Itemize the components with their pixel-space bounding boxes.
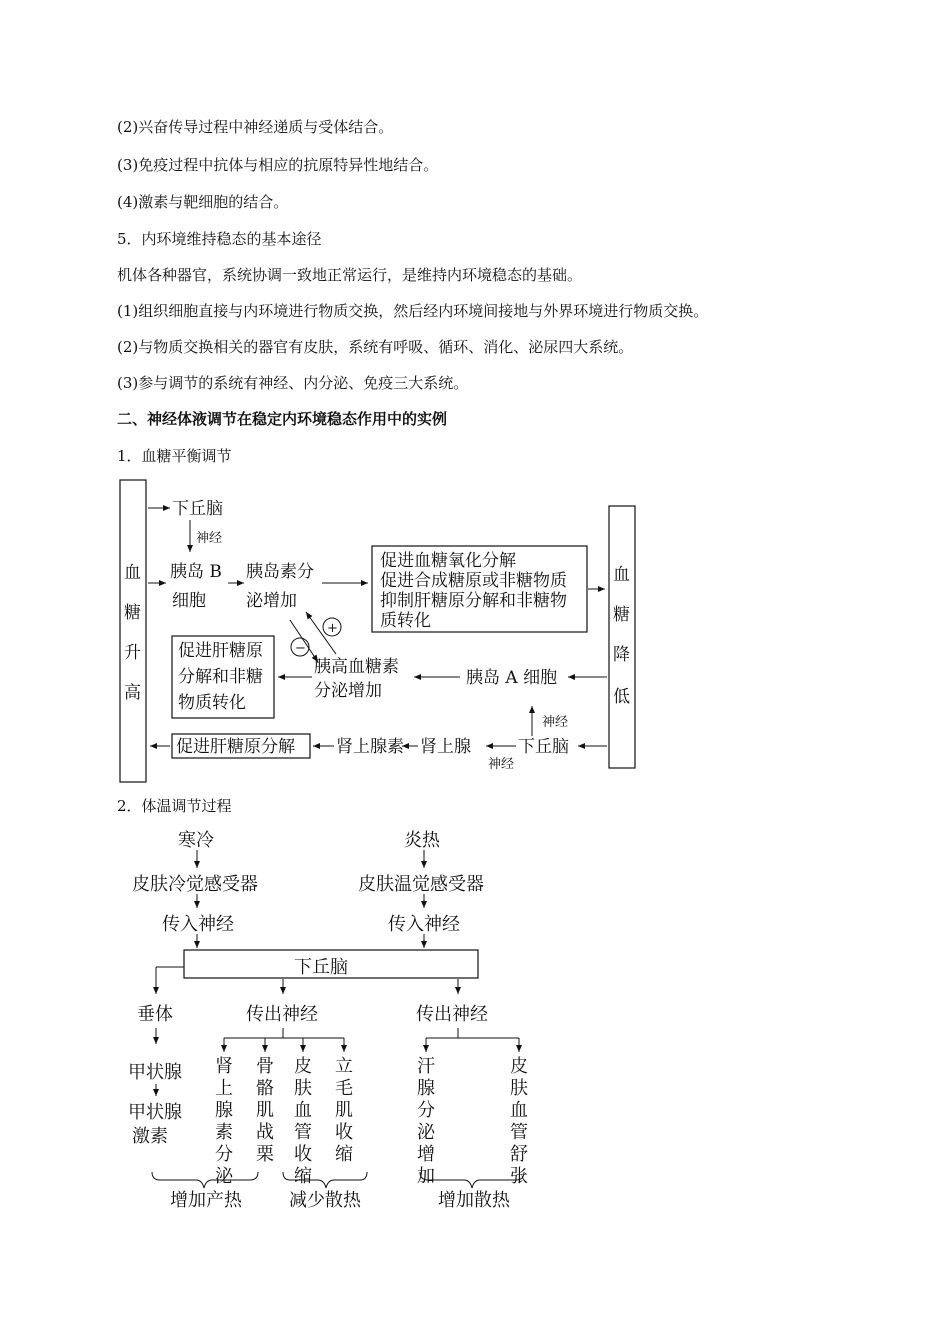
glucose-high-char: 糖 — [124, 603, 141, 623]
col-vasodil-char: 张 — [510, 1166, 528, 1187]
islet-b-label: 细胞 — [172, 591, 206, 611]
paragraph: (1)组织细胞直接与内环境进行物质交换，然后经内环境间接地与外界环境进行物质交换。 — [117, 302, 709, 320]
col-adrenaline-char: 腺 — [215, 1100, 233, 1121]
insulin-label: 胰岛素分 — [246, 562, 314, 582]
plus-sign: + — [327, 621, 338, 636]
thyroid-hormone-label: 甲状腺 — [128, 1102, 182, 1123]
col-pilo-char: 肌 — [335, 1100, 353, 1121]
effects-line: 促进合成糖原或非糖物质 — [380, 571, 567, 591]
col-shiver-char: 栗 — [256, 1144, 274, 1165]
glucose-regulation-diagram — [0, 470, 950, 790]
thyroid-label: 甲状腺 — [128, 1062, 182, 1083]
liver-effect-line: 分解和非糖 — [178, 667, 263, 687]
col-shiver-char: 肌 — [256, 1100, 274, 1121]
afferent-left-label: 传入神经 — [162, 914, 234, 935]
paragraph: (3)参与调节的系统有神经、内分泌、免疫三大系统。 — [117, 374, 469, 392]
col-adrenaline-char: 泌 — [215, 1166, 233, 1187]
col-vasodil-char: 皮 — [510, 1056, 528, 1077]
section-heading: 二、神经体液调节在稳定内环境稳态作用中的实例 — [117, 410, 448, 428]
col-vasodil-char: 肤 — [510, 1078, 528, 1099]
col-shiver-char: 战 — [256, 1122, 274, 1143]
less-loss-label: 减少散热 — [289, 1190, 361, 1211]
glucose-high-char: 升 — [124, 643, 141, 663]
col-sweat-char: 增 — [417, 1144, 435, 1165]
col-pilo-char: 立 — [335, 1056, 353, 1077]
col-shiver-char: 骨 — [256, 1056, 274, 1077]
col-adrenaline-char: 上 — [215, 1078, 233, 1099]
effects-line: 质转化 — [380, 611, 431, 631]
nerve-label: 神经 — [488, 757, 515, 772]
col-pilo-char: 收 — [335, 1122, 353, 1143]
hypothalamus-top: 下丘脑 — [172, 499, 223, 519]
warm-receptor-label: 皮肤温觉感受器 — [358, 874, 484, 895]
col-shiver-char: 骼 — [256, 1078, 274, 1099]
col-sweat-char: 分 — [417, 1100, 435, 1121]
paragraph: 5．内环境维持稳态的基本途径 — [117, 230, 322, 248]
glucose-low-char: 降 — [613, 645, 630, 665]
col-vasocon-char: 缩 — [294, 1166, 312, 1187]
glucagon-label: 胰高血糖素 — [314, 657, 399, 677]
col-vasocon-char: 皮 — [294, 1056, 312, 1077]
glucose-low-box — [609, 506, 635, 768]
insulin-label: 泌增加 — [246, 591, 297, 611]
effects-line: 抑制肝糖原分解和非糖物 — [380, 591, 567, 611]
nerve-label: 神经 — [196, 531, 223, 546]
col-pilo-char: 毛 — [335, 1078, 353, 1099]
pituitary-label: 垂体 — [137, 1004, 173, 1025]
col-adrenaline-char: 肾 — [215, 1056, 233, 1077]
col-vasocon-char: 血 — [294, 1100, 312, 1121]
col-sweat-char: 加 — [417, 1166, 435, 1187]
liver-effect-line: 促进肝糖原 — [178, 641, 263, 661]
adrenal-effect-label: 促进肝糖原分解 — [176, 737, 295, 757]
thyroid-hormone-label: 激素 — [132, 1126, 168, 1147]
col-sweat-char: 腺 — [417, 1078, 435, 1099]
brace-more-loss — [420, 1172, 524, 1188]
glucose-high-box — [120, 480, 146, 782]
paragraph: (2)与物质交换相关的器官有皮肤，系统有呼吸、循环、消化、泌尿四大系统。 — [117, 338, 634, 356]
liver-effect-line: 物质转化 — [178, 693, 246, 713]
more-loss-label: 增加散热 — [438, 1190, 510, 1211]
paragraph: (4)激素与靶细胞的结合。 — [117, 193, 289, 211]
glucose-low-char: 低 — [613, 687, 630, 707]
glucose-high-char: 高 — [124, 683, 141, 703]
hot-label: 炎热 — [404, 830, 440, 851]
epinephrine-label: 肾上腺素 — [336, 737, 404, 757]
efferent-right-label: 传出神经 — [416, 1004, 488, 1025]
subheading-thermo: 2．体温调节过程 — [117, 797, 232, 815]
paragraph: 机体各种器官，系统协调一致地正常运行，是维持内环境稳态的基础。 — [117, 266, 583, 284]
nerve-label: 神经 — [542, 715, 569, 730]
glucose-low-char: 血 — [613, 565, 630, 585]
hypothalamus-bottom: 下丘脑 — [518, 737, 569, 757]
more-heat-label: 增加产热 — [170, 1190, 242, 1211]
col-sweat-char: 汗 — [417, 1056, 435, 1077]
col-vasocon-char: 收 — [294, 1144, 312, 1165]
afferent-right-label: 传入神经 — [388, 914, 460, 935]
col-vasocon-char: 管 — [294, 1122, 312, 1143]
glucose-low-char: 糖 — [613, 605, 630, 625]
col-vasodil-char: 血 — [510, 1100, 528, 1121]
cold-label: 寒冷 — [178, 830, 214, 851]
glucagon-label: 分泌增加 — [314, 681, 382, 701]
col-sweat-char: 泌 — [417, 1122, 435, 1143]
brace-more-heat — [152, 1172, 258, 1188]
col-vasodil-char: 舒 — [510, 1144, 528, 1165]
col-adrenaline-char: 素 — [215, 1122, 233, 1143]
col-vasocon-char: 肤 — [294, 1078, 312, 1099]
minus-sign: − — [295, 641, 306, 656]
adrenal-label: 肾上腺 — [420, 737, 471, 757]
col-adrenaline-char: 分 — [215, 1144, 233, 1165]
col-vasodil-char: 管 — [510, 1122, 528, 1143]
efferent-mid-label: 传出神经 — [246, 1004, 318, 1025]
glucose-high-char: 血 — [124, 563, 141, 583]
col-pilo-char: 缩 — [335, 1144, 353, 1165]
paragraph: (2)兴奋传导过程中神经递质与受体结合。 — [117, 118, 394, 136]
effects-line: 促进血糖氧化分解 — [380, 551, 516, 571]
cold-receptor-label: 皮肤冷觉感受器 — [132, 874, 258, 895]
islet-b-label: 胰岛 B — [170, 562, 222, 582]
subheading-glucose: 1．血糖平衡调节 — [117, 447, 232, 465]
thermoregulation-diagram — [0, 822, 950, 1212]
hypothalamus-label: 下丘脑 — [294, 957, 348, 978]
islet-a-label: 胰岛 A 细胞 — [466, 668, 558, 688]
paragraph: (3)免疫过程中抗体与相应的抗原特异性地结合。 — [117, 156, 439, 174]
